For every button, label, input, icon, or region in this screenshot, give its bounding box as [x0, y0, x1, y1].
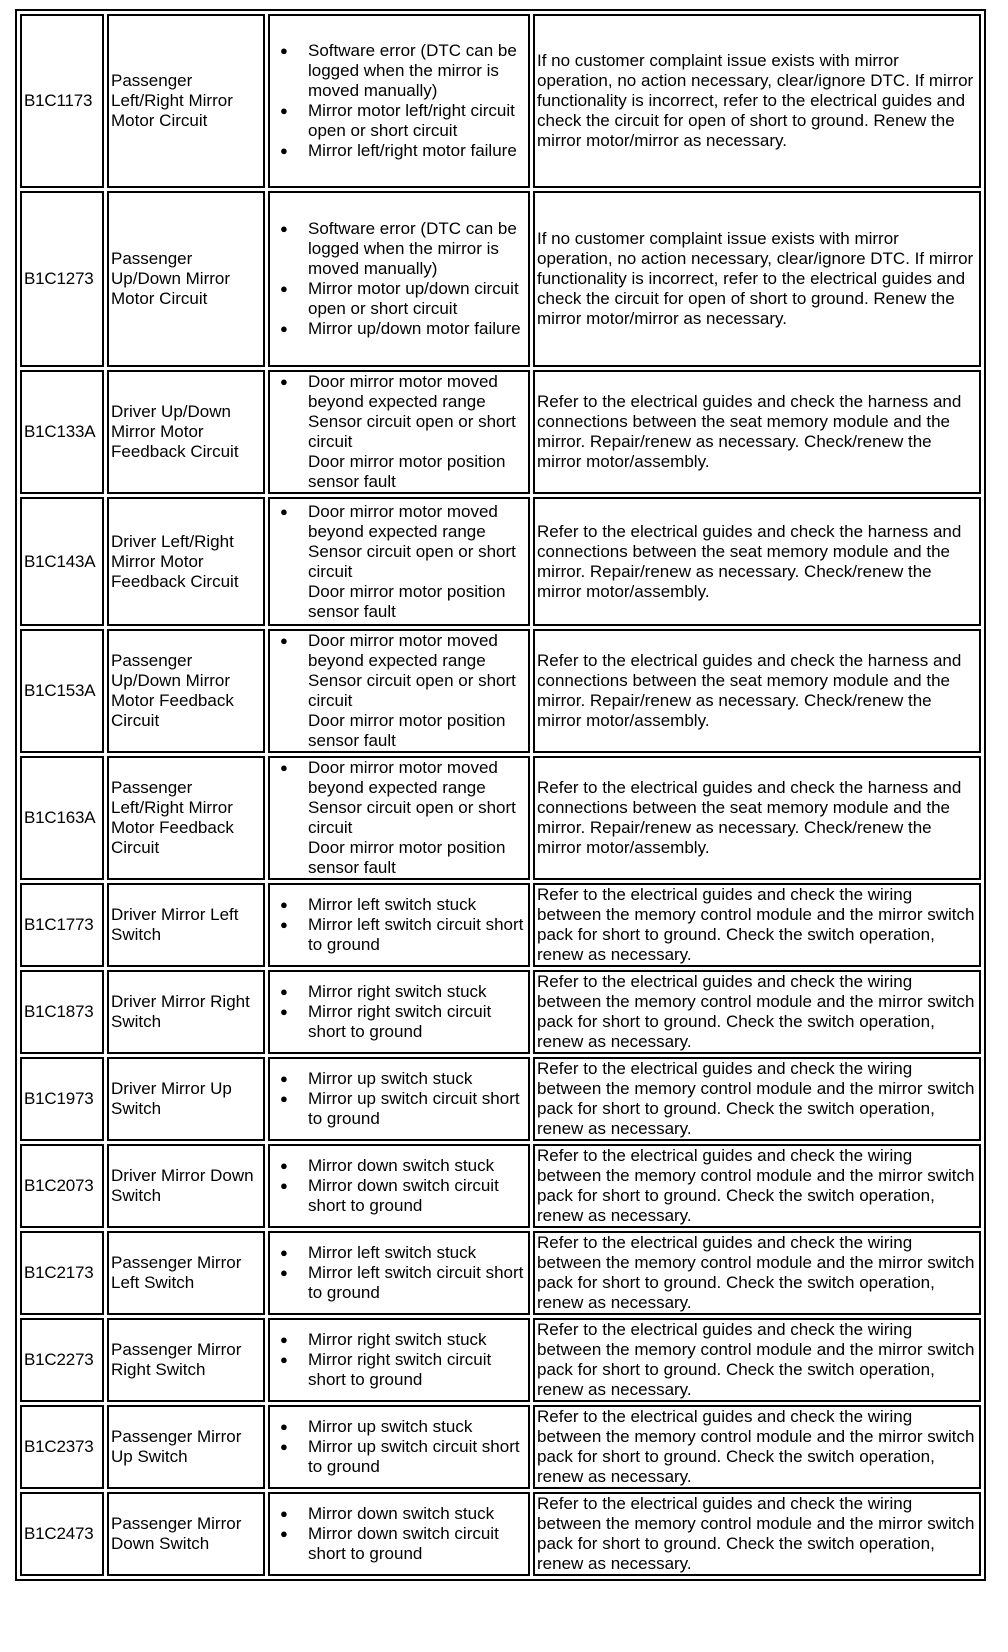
cause-item: Door mirror motor position sensor fault — [308, 838, 506, 877]
cause-item: ● Door mirror motor moved beyond expected range Sensor circuit open or short circuit — [272, 372, 526, 452]
table-row — [20, 1057, 981, 1141]
dtc-description: Passenger Up/Down Mirror Motor Feedback Circuit — [107, 629, 265, 753]
cause-item: ● Mirror up switch stuck — [272, 1069, 526, 1089]
dtc-description: Driver Left/Right Mirror Motor Feedback Circuit — [107, 497, 265, 626]
possible-causes — [268, 883, 530, 967]
dtc-description: Passenger Mirror Right Switch — [107, 1318, 265, 1402]
possible-causes — [268, 14, 530, 188]
cause-item: ● Software error (DTC can be logged when the mirror is moved manually) — [272, 219, 526, 279]
cause-item: ● Mirror motor up/down circuit open or short circuit — [272, 279, 526, 319]
table-row — [20, 1492, 981, 1576]
cause-list — [272, 219, 526, 339]
dtc-description: Passenger Mirror Down Switch — [107, 1492, 265, 1576]
action: Refer to the electrical guides and check the harness and connections between the seat memory module and the mirror. Repair/renew as necessary. Check/renew the mirror motor/assembly. — [533, 370, 981, 494]
dtc-description: Passenger Up/Down Mirror Motor Circuit — [107, 191, 265, 367]
dtc-code: B1C1873 — [20, 970, 104, 1054]
dtc-code: B1C153A — [20, 629, 104, 753]
possible-causes — [268, 1144, 530, 1228]
cause-item: ● Mirror up switch circuit short to ground — [272, 1437, 526, 1477]
cause-list — [272, 631, 526, 751]
table-row — [20, 629, 981, 753]
cause-list — [272, 758, 526, 878]
action: If no customer complaint issue exists with mirror operation, no action necessary, clear/ignore DTC. If mirror functionality is incorrect, refer to the electrical guides and check the circuit for open of short to ground. Renew the mirror motor/mirror as necessary. — [533, 191, 981, 367]
possible-causes — [268, 756, 530, 880]
cause-item: ● Mirror left switch circuit short to ground — [272, 915, 526, 955]
table-row — [20, 756, 981, 880]
dtc-code: B1C1773 — [20, 883, 104, 967]
dtc-description: Passenger Mirror Up Switch — [107, 1405, 265, 1489]
cause-item: ● Mirror left switch stuck — [272, 1243, 526, 1263]
dtc-code: B1C133A — [20, 370, 104, 494]
dtc-description: Driver Mirror Left Switch — [107, 883, 265, 967]
action: Refer to the electrical guides and check the wiring between the memory control module and the mirror switch pack for short to ground. Check the switch operation, renew as necessary. — [533, 1492, 981, 1576]
cause-item: ● Mirror left switch circuit short to ground — [272, 1263, 526, 1303]
cause-list — [272, 502, 526, 622]
cause-list — [272, 1156, 526, 1216]
action: Refer to the electrical guides and check the wiring between the memory control module and the mirror switch pack for short to ground. Check the switch operation, renew as necessary. — [533, 883, 981, 967]
dtc-code: B1C1973 — [20, 1057, 104, 1141]
action: Refer to the electrical guides and check the harness and connections between the seat memory module and the mirror. Repair/renew as necessary. Check/renew the mirror motor/assembly. — [533, 497, 981, 626]
cause-item: ● Door mirror motor moved beyond expected range Sensor circuit open or short circuit — [272, 758, 526, 838]
possible-causes — [268, 1405, 530, 1489]
table-row — [20, 370, 981, 494]
dtc-code: B1C1273 — [20, 191, 104, 367]
table-row — [20, 883, 981, 967]
cause-list — [272, 41, 526, 161]
cause-item: ● Mirror down switch stuck — [272, 1156, 526, 1176]
possible-causes — [268, 1318, 530, 1402]
table-row — [20, 1231, 981, 1315]
cause-item: ● Mirror up switch stuck — [272, 1417, 526, 1437]
dtc-code: B1C143A — [20, 497, 104, 626]
action: If no customer complaint issue exists with mirror operation, no action necessary, clear/ignore DTC. If mirror functionality is incorrect, refer to the electrical guides and check the circuit for open of short to ground. Renew the mirror motor/mirror as necessary. — [533, 14, 981, 188]
cause-list — [272, 1330, 526, 1390]
dtc-description: Driver Mirror Right Switch — [107, 970, 265, 1054]
dtc-code: B1C2273 — [20, 1318, 104, 1402]
action: Refer to the electrical guides and check the wiring between the memory control module and the mirror switch pack for short to ground. Check the switch operation, renew as necessary. — [533, 1231, 981, 1315]
possible-causes — [268, 629, 530, 753]
dtc-description: Passenger Left/Right Mirror Motor Feedback Circuit — [107, 756, 265, 880]
cause-item: ● Mirror down switch stuck — [272, 1504, 526, 1524]
dtc-table-body — [20, 14, 981, 1576]
dtc-code: B1C2073 — [20, 1144, 104, 1228]
cause-item: ● Mirror left switch stuck — [272, 895, 526, 915]
table-row — [20, 970, 981, 1054]
action: Refer to the electrical guides and check the wiring between the memory control module and the mirror switch pack for short to ground. Check the switch operation, renew as necessary. — [533, 1405, 981, 1489]
table-row — [20, 497, 981, 626]
action: Refer to the electrical guides and check the wiring between the memory control module and the mirror switch pack for short to ground. Check the switch operation, renew as necessary. — [533, 1057, 981, 1141]
cause-item: ● Mirror right switch circuit short to ground — [272, 1350, 526, 1390]
cause-list — [272, 1069, 526, 1129]
action: Refer to the electrical guides and check the wiring between the memory control module and the mirror switch pack for short to ground. Check the switch operation, renew as necessary. — [533, 1144, 981, 1228]
table-row — [20, 191, 981, 367]
dtc-code: B1C1173 — [20, 14, 104, 188]
possible-causes — [268, 497, 530, 626]
action: Refer to the electrical guides and check the wiring between the memory control module and the mirror switch pack for short to ground. Check the switch operation, renew as necessary. — [533, 1318, 981, 1402]
cause-item: ● Door mirror motor moved beyond expected range Sensor circuit open or short circuit — [272, 631, 526, 711]
cause-list — [272, 895, 526, 955]
cause-item: ● Mirror right switch circuit short to ground — [272, 1002, 526, 1042]
possible-causes — [268, 1057, 530, 1141]
dtc-description: Driver Mirror Down Switch — [107, 1144, 265, 1228]
cause-item: ● Mirror down switch circuit short to ground — [272, 1524, 526, 1564]
dtc-description: Passenger Left/Right Mirror Motor Circuit — [107, 14, 265, 188]
possible-causes — [268, 191, 530, 367]
possible-causes — [268, 1492, 530, 1576]
cause-item: Door mirror motor position sensor fault — [308, 581, 506, 621]
cause-list — [272, 1417, 526, 1477]
possible-causes — [268, 1231, 530, 1315]
cause-list — [272, 1243, 526, 1303]
cause-list — [272, 372, 526, 492]
cause-list — [272, 1504, 526, 1564]
dtc-code: B1C2173 — [20, 1231, 104, 1315]
dtc-code: B1C163A — [20, 756, 104, 880]
possible-causes — [268, 370, 530, 494]
cause-list — [272, 982, 526, 1042]
cause-item: Door mirror motor position sensor fault — [308, 452, 506, 491]
cause-item: ● Software error (DTC can be logged when the mirror is moved manually) — [272, 41, 526, 101]
dtc-description: Driver Up/Down Mirror Motor Feedback Circuit — [107, 370, 265, 494]
cause-item: Door mirror motor position sensor fault — [308, 711, 506, 750]
cause-item: ● Mirror up/down motor failure — [272, 319, 526, 339]
dtc-code: B1C2473 — [20, 1492, 104, 1576]
cause-item: ● Door mirror motor moved beyond expected range Sensor circuit open or short circuit — [272, 502, 526, 582]
possible-causes — [268, 970, 530, 1054]
cause-item: ● Mirror down switch circuit short to ground — [272, 1176, 526, 1216]
table-row — [20, 1318, 981, 1402]
table-row — [20, 1405, 981, 1489]
dtc-code: B1C2373 — [20, 1405, 104, 1489]
cause-item: ● Mirror left/right motor failure — [272, 141, 526, 161]
table-row — [20, 14, 981, 188]
cause-item: ● Mirror up switch circuit short to ground — [272, 1089, 526, 1129]
dtc-table — [15, 9, 986, 1581]
action: Refer to the electrical guides and check the wiring between the memory control module and the mirror switch pack for short to ground. Check the switch operation, renew as necessary. — [533, 970, 981, 1054]
dtc-description: Passenger Mirror Left Switch — [107, 1231, 265, 1315]
dtc-description: Driver Mirror Up Switch — [107, 1057, 265, 1141]
cause-item: ● Mirror motor left/right circuit open or short circuit — [272, 101, 526, 141]
table-row — [20, 1144, 981, 1228]
action: Refer to the electrical guides and check the harness and connections between the seat memory module and the mirror. Repair/renew as necessary. Check/renew the mirror motor/assembly. — [533, 756, 981, 880]
action: Refer to the electrical guides and check the harness and connections between the seat memory module and the mirror. Repair/renew as necessary. Check/renew the mirror motor/assembly. — [533, 629, 981, 753]
cause-item: ● Mirror right switch stuck — [272, 1330, 526, 1350]
cause-item: ● Mirror right switch stuck — [272, 982, 526, 1002]
